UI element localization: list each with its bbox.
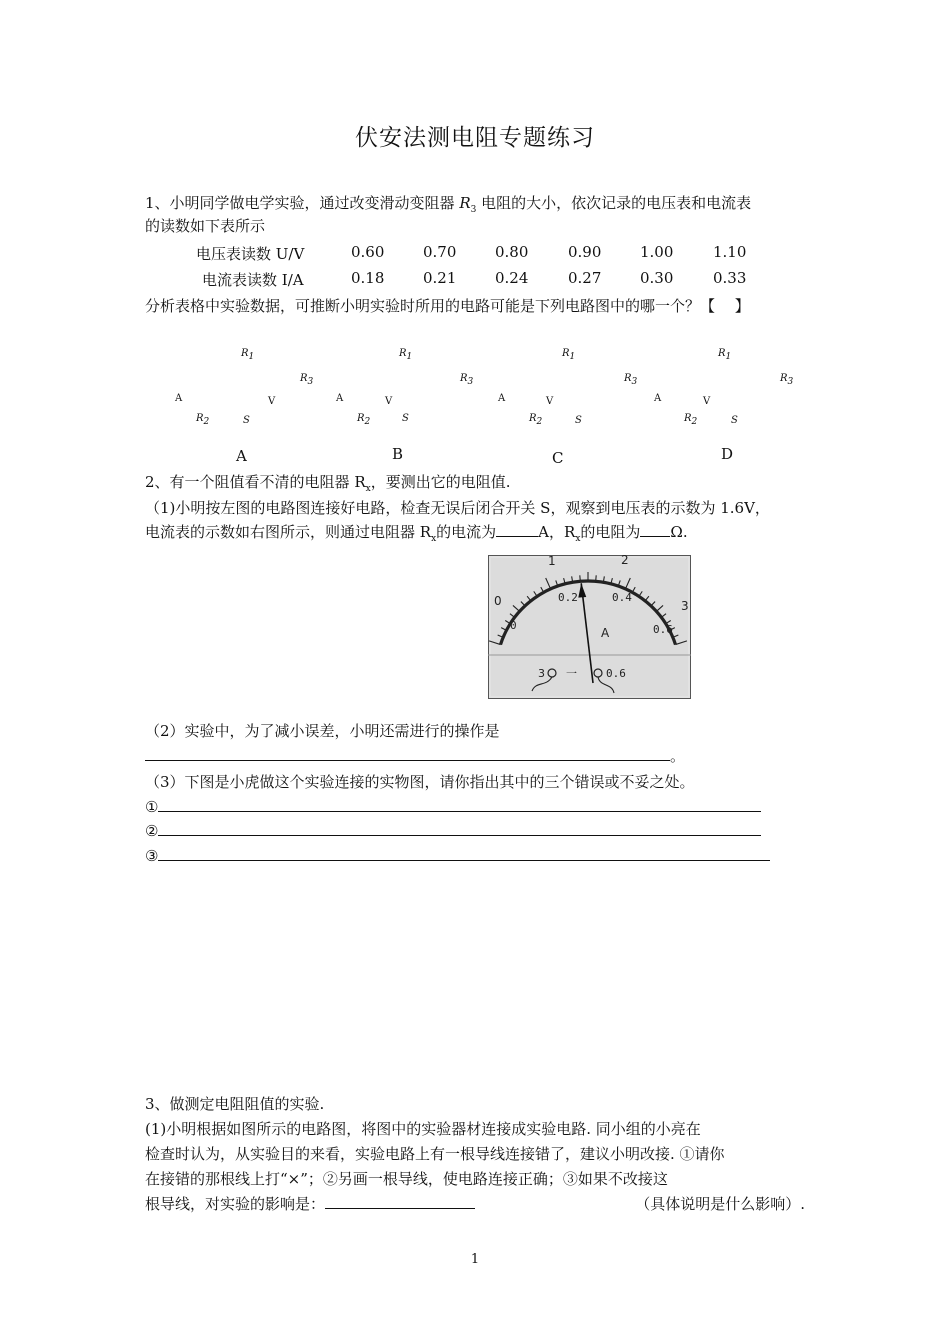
- r2-label: $R_2$: [196, 413, 210, 427]
- voltage-value: 0.90: [568, 243, 602, 261]
- r3-label: $R_3$: [300, 373, 314, 387]
- circuit-caption: D: [721, 445, 734, 463]
- voltage-value: 1.00: [640, 243, 674, 261]
- terminal-label: 3: [538, 667, 545, 680]
- voltage-value: 0.60: [351, 243, 385, 261]
- voltage-label: 电压表读数 U/V: [196, 245, 305, 263]
- terminal-label: 一: [566, 667, 577, 680]
- switch-label: S: [243, 415, 250, 426]
- circuit-caption: B: [392, 445, 404, 463]
- lower-scale-label: 0.2: [558, 591, 578, 604]
- q2-item-2: ②: [145, 820, 761, 842]
- q2-part2: （2）实验中，为了减小误差，小明还需进行的操作是: [145, 722, 500, 740]
- current-label: 电流表读数 I/A: [202, 271, 304, 289]
- voltage-value: 1.10: [713, 243, 747, 261]
- current-value: 0.21: [423, 269, 457, 287]
- q3-line4: 根导线，对实验的影响是： （具体说明是什么影响）.: [145, 1195, 805, 1213]
- ammeter-label: A: [175, 393, 183, 404]
- lower-scale-label: 0.4: [612, 591, 632, 604]
- voltmeter-label: V: [546, 396, 554, 407]
- page-title: 伏安法测电阻专题练习: [355, 125, 595, 151]
- upper-scale-label: 1: [548, 555, 556, 568]
- voltmeter-label: V: [268, 396, 276, 407]
- r1-label: $R_1$: [562, 348, 576, 362]
- switch-label: S: [402, 413, 409, 424]
- q2-part1-line2: 电流表的示数如右图所示，则通过电阻器 $R_x$的电流为 A，$R_x$的电阻为 Ω.: [145, 523, 688, 544]
- q2-item-1: ①: [145, 796, 761, 818]
- voltage-value: 0.70: [423, 243, 457, 261]
- voltage-value: 0.80: [495, 243, 529, 261]
- r2-label: $R_2$: [684, 413, 698, 427]
- switch-label: S: [575, 415, 582, 426]
- current-value: 0.24: [495, 269, 529, 287]
- answer-blank-error-2: [158, 821, 761, 836]
- q2-part1-line1: （1)小明按左图的电路图连接好电路，检查无误后闭合开关 S，观察到电压表的示数为 1.6V，: [145, 499, 770, 517]
- current-value: 0.27: [568, 269, 602, 287]
- r3-label: $R_3$: [624, 373, 638, 387]
- answer-blank-error-1: [158, 797, 761, 812]
- r3-label: $R_3$: [780, 373, 794, 387]
- upper-scale-label: 3: [681, 599, 689, 613]
- r1-label: $R_1$: [241, 348, 255, 362]
- r2-label: $R_2$: [529, 413, 543, 427]
- current-value: 0.33: [713, 269, 747, 287]
- q3-line2: 检查时认为，从实验目的来看，实验电路上有一根导线连接错了，建议小明改接. ①请你: [145, 1145, 725, 1163]
- answer-blank-operation: [145, 746, 670, 761]
- switch-label: S: [731, 415, 738, 426]
- circuit-caption: C: [552, 449, 564, 467]
- q2-part2-answer: 。: [145, 745, 685, 767]
- q1-line1: 1、小明同学做电学实验，通过改变滑动变阻器 $R_3$ 电阻的大小，依次记录的电压表和电流表: [145, 194, 752, 215]
- upper-scale-label: 0: [494, 594, 502, 608]
- page-number: 1: [470, 1252, 480, 1267]
- q3-line1: (1)小明根据如图所示的电路图，将图中的实验器材连接成实验电路. 同小组的小亮在: [145, 1120, 701, 1138]
- unit-label: A: [601, 626, 610, 640]
- q2-item-3: ③: [145, 845, 770, 867]
- q1-line2: 的读数如下表所示: [145, 217, 266, 235]
- r1-label: $R_1$: [718, 348, 732, 362]
- q1-question: 分析表格中实验数据，可推断小明实验时所用的电路可能是下列电路图中的哪一个？【 】: [145, 297, 750, 315]
- voltmeter-label: V: [385, 396, 393, 407]
- r3-label: $R_3$: [460, 373, 474, 387]
- ammeter-dial: [488, 555, 691, 699]
- circuit-caption: A: [236, 447, 247, 465]
- lower-scale-label: 0.6: [653, 623, 673, 636]
- lower-scale-label: 0: [510, 619, 517, 632]
- voltmeter-label: V: [703, 396, 711, 407]
- ammeter-label: A: [654, 393, 662, 404]
- q3-line3: 在接错的那根线上打“×”；②另画一根导线，使电路连接正确；③如果不改接这: [145, 1170, 668, 1188]
- answer-blank-resistance: [640, 522, 670, 537]
- answer-blank-current: [496, 522, 538, 537]
- q2-intro: 2、有一个阻值看不清的电阻器 $R_x$，要测出它的电阻值.: [145, 473, 511, 494]
- ammeter-label: A: [498, 393, 506, 404]
- upper-scale-label: 2: [621, 555, 629, 567]
- ammeter-label: A: [336, 393, 344, 404]
- current-value: 0.18: [351, 269, 385, 287]
- r2-label: $R_2$: [357, 413, 371, 427]
- answer-blank-error-3: [158, 846, 770, 861]
- q3-intro: 3、做测定电阻阻值的实验.: [145, 1095, 325, 1113]
- q2-part3: （3）下图是小虎做这个实验连接的实物图，请你指出其中的三个错误或不妥之处。: [145, 773, 695, 791]
- answer-blank-effect: [325, 1194, 475, 1209]
- r1-label: $R_1$: [399, 348, 413, 362]
- current-value: 0.30: [640, 269, 674, 287]
- r3-symbol: R: [459, 194, 471, 212]
- terminal-label: 0.6: [606, 667, 626, 680]
